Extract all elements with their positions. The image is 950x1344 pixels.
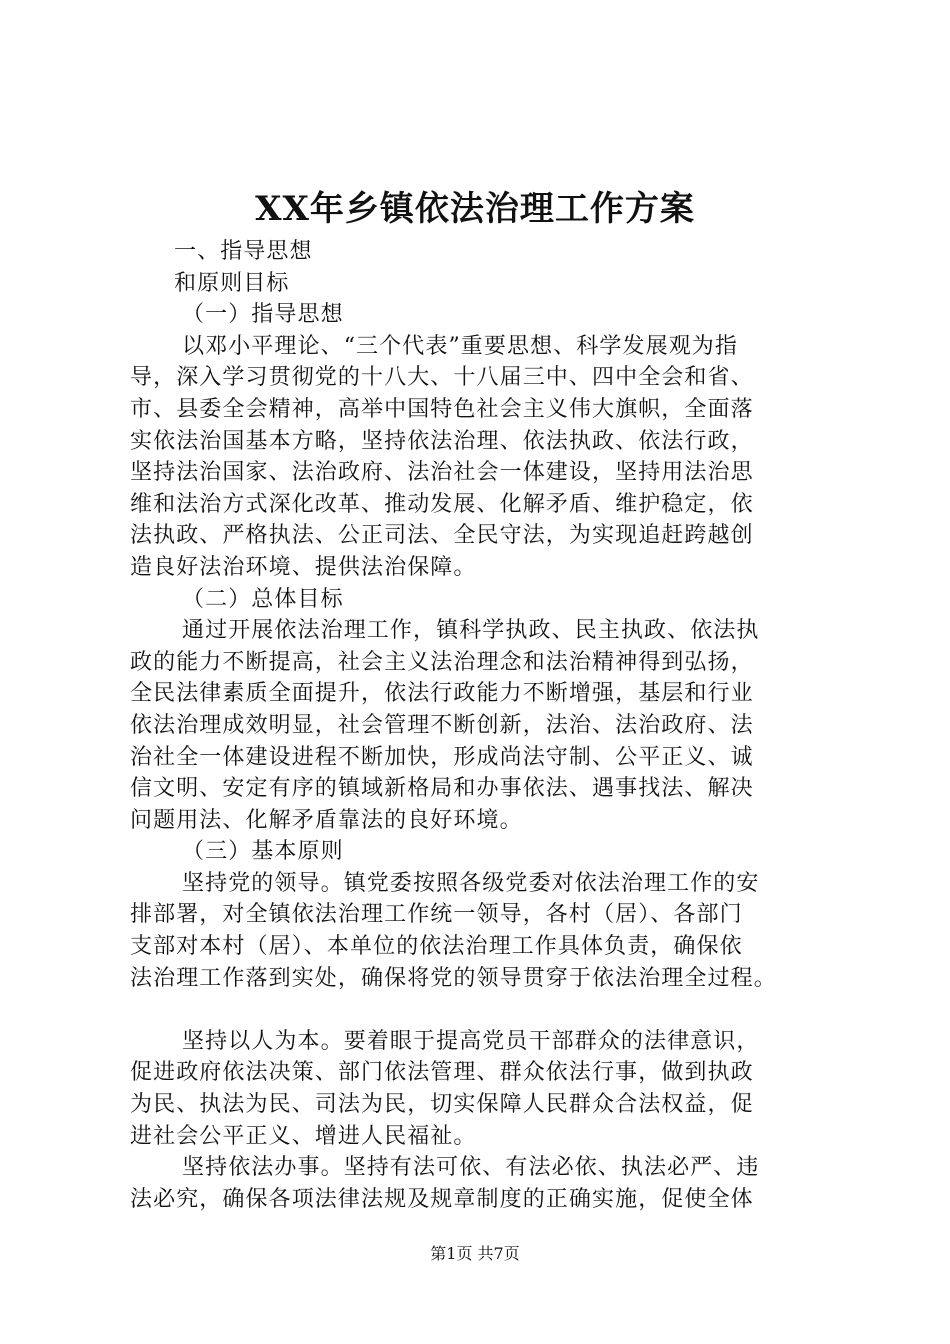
paragraph-line: 以邓小平理论、“三个代表”重要思想、科学发展观为指 (182, 333, 738, 359)
page-number: 第1页 共7页 (430, 1244, 520, 1263)
paragraph-line: 法执政、严格执法、公正司法、全民守法，为实现追赶跨越创 (130, 523, 754, 549)
paragraph-line: 为民、执法为民、司法为民，切实保障人民群众合法权益，促 (130, 1092, 754, 1118)
paragraph-line: 维和法治方式深化改革、推动发展、化解矛盾、维护稳定，依 (130, 491, 754, 517)
paragraph-line: 坚持依法办事。坚持有法可依、有法必依、执法必严、违 (182, 1155, 760, 1181)
paragraph-line: 导，深入学习贯彻党的十八大、十八届三中、四中全会和省、 (130, 365, 754, 391)
paragraph-line: 治社全一体建设进程不断加快，形成尚法守制、公平正义、诚 (130, 744, 754, 770)
paragraph-line: 问题用法、化解矛盾靠法的良好环境。 (130, 807, 523, 833)
paragraph-line: 坚持法治国家、法治政府、法治社会一体建设，坚持用法治思 (130, 460, 754, 486)
section-heading: 一、指导思想 (174, 239, 313, 264)
paragraph-line: 信文明、安定有序的镇域新格局和办事依法、遇事找法、解决 (130, 776, 754, 802)
subsection-heading: （二）总体目标 (182, 586, 344, 612)
paragraph-line: 通过开展依法治理工作，镇科学执政、民主执政、依法执 (182, 618, 760, 644)
paragraph-line: 市、县委全会精神，高举中国特色社会主义伟大旗帜，全面落 (130, 396, 754, 422)
paragraph-line: 政的能力不断提高，社会主义法治理念和法治精神得到弘扬， (130, 649, 754, 675)
paragraph-line: 依法治理成效明显，社会管理不断创新，法治、法治政府、法 (130, 712, 754, 738)
paragraph-line: 法必究，确保各项法律法规及规章制度的正确实施，促使全体 (130, 1186, 754, 1212)
paragraph-line: 支部对本村（居）、本单位的依法治理工作具体负责，确保依 (130, 934, 743, 960)
paragraph-spacer (130, 994, 850, 1026)
paragraph-line: 全民法律素质全面提升，依法行政能力不断增强，基层和行业 (130, 681, 754, 707)
paragraph-line: 促进政府依法决策、部门依法管理、群众依法行事，做到执政 (130, 1060, 754, 1086)
paragraph-line: 坚持党的领导。镇党委按照各级党委对依法治理工作的安 (182, 870, 760, 896)
paragraph-line: 排部署，对全镇依法治理工作统一领导，各村（居）、各部门 (130, 902, 743, 928)
section-heading-continued: 和原则目标 (174, 270, 290, 296)
page-footer (0, 1244, 950, 1264)
subsection-heading: （三）基本原则 (182, 839, 344, 865)
document-body (130, 236, 850, 1215)
paragraph-line: 法治理工作落到实处，确保将党的领导贯穿于依法治理全过程。 (130, 965, 777, 991)
subsection-heading: （一）指导思想 (182, 302, 344, 328)
paragraph-line: 造良好法治环境、提供法治保障。 (130, 554, 477, 580)
paragraph-line: 进社会公平正义、增进人民福祉。 (130, 1123, 477, 1149)
paragraph-line: 坚持以人为本。要着眼于提高党员干部群众的法律意识， (182, 1028, 760, 1054)
paragraph-line: 实依法治国基本方略，坚持依法治理、依法执政、依法行政， (130, 428, 754, 454)
page-title: XX年乡镇依法治理工作方案 (255, 189, 695, 229)
